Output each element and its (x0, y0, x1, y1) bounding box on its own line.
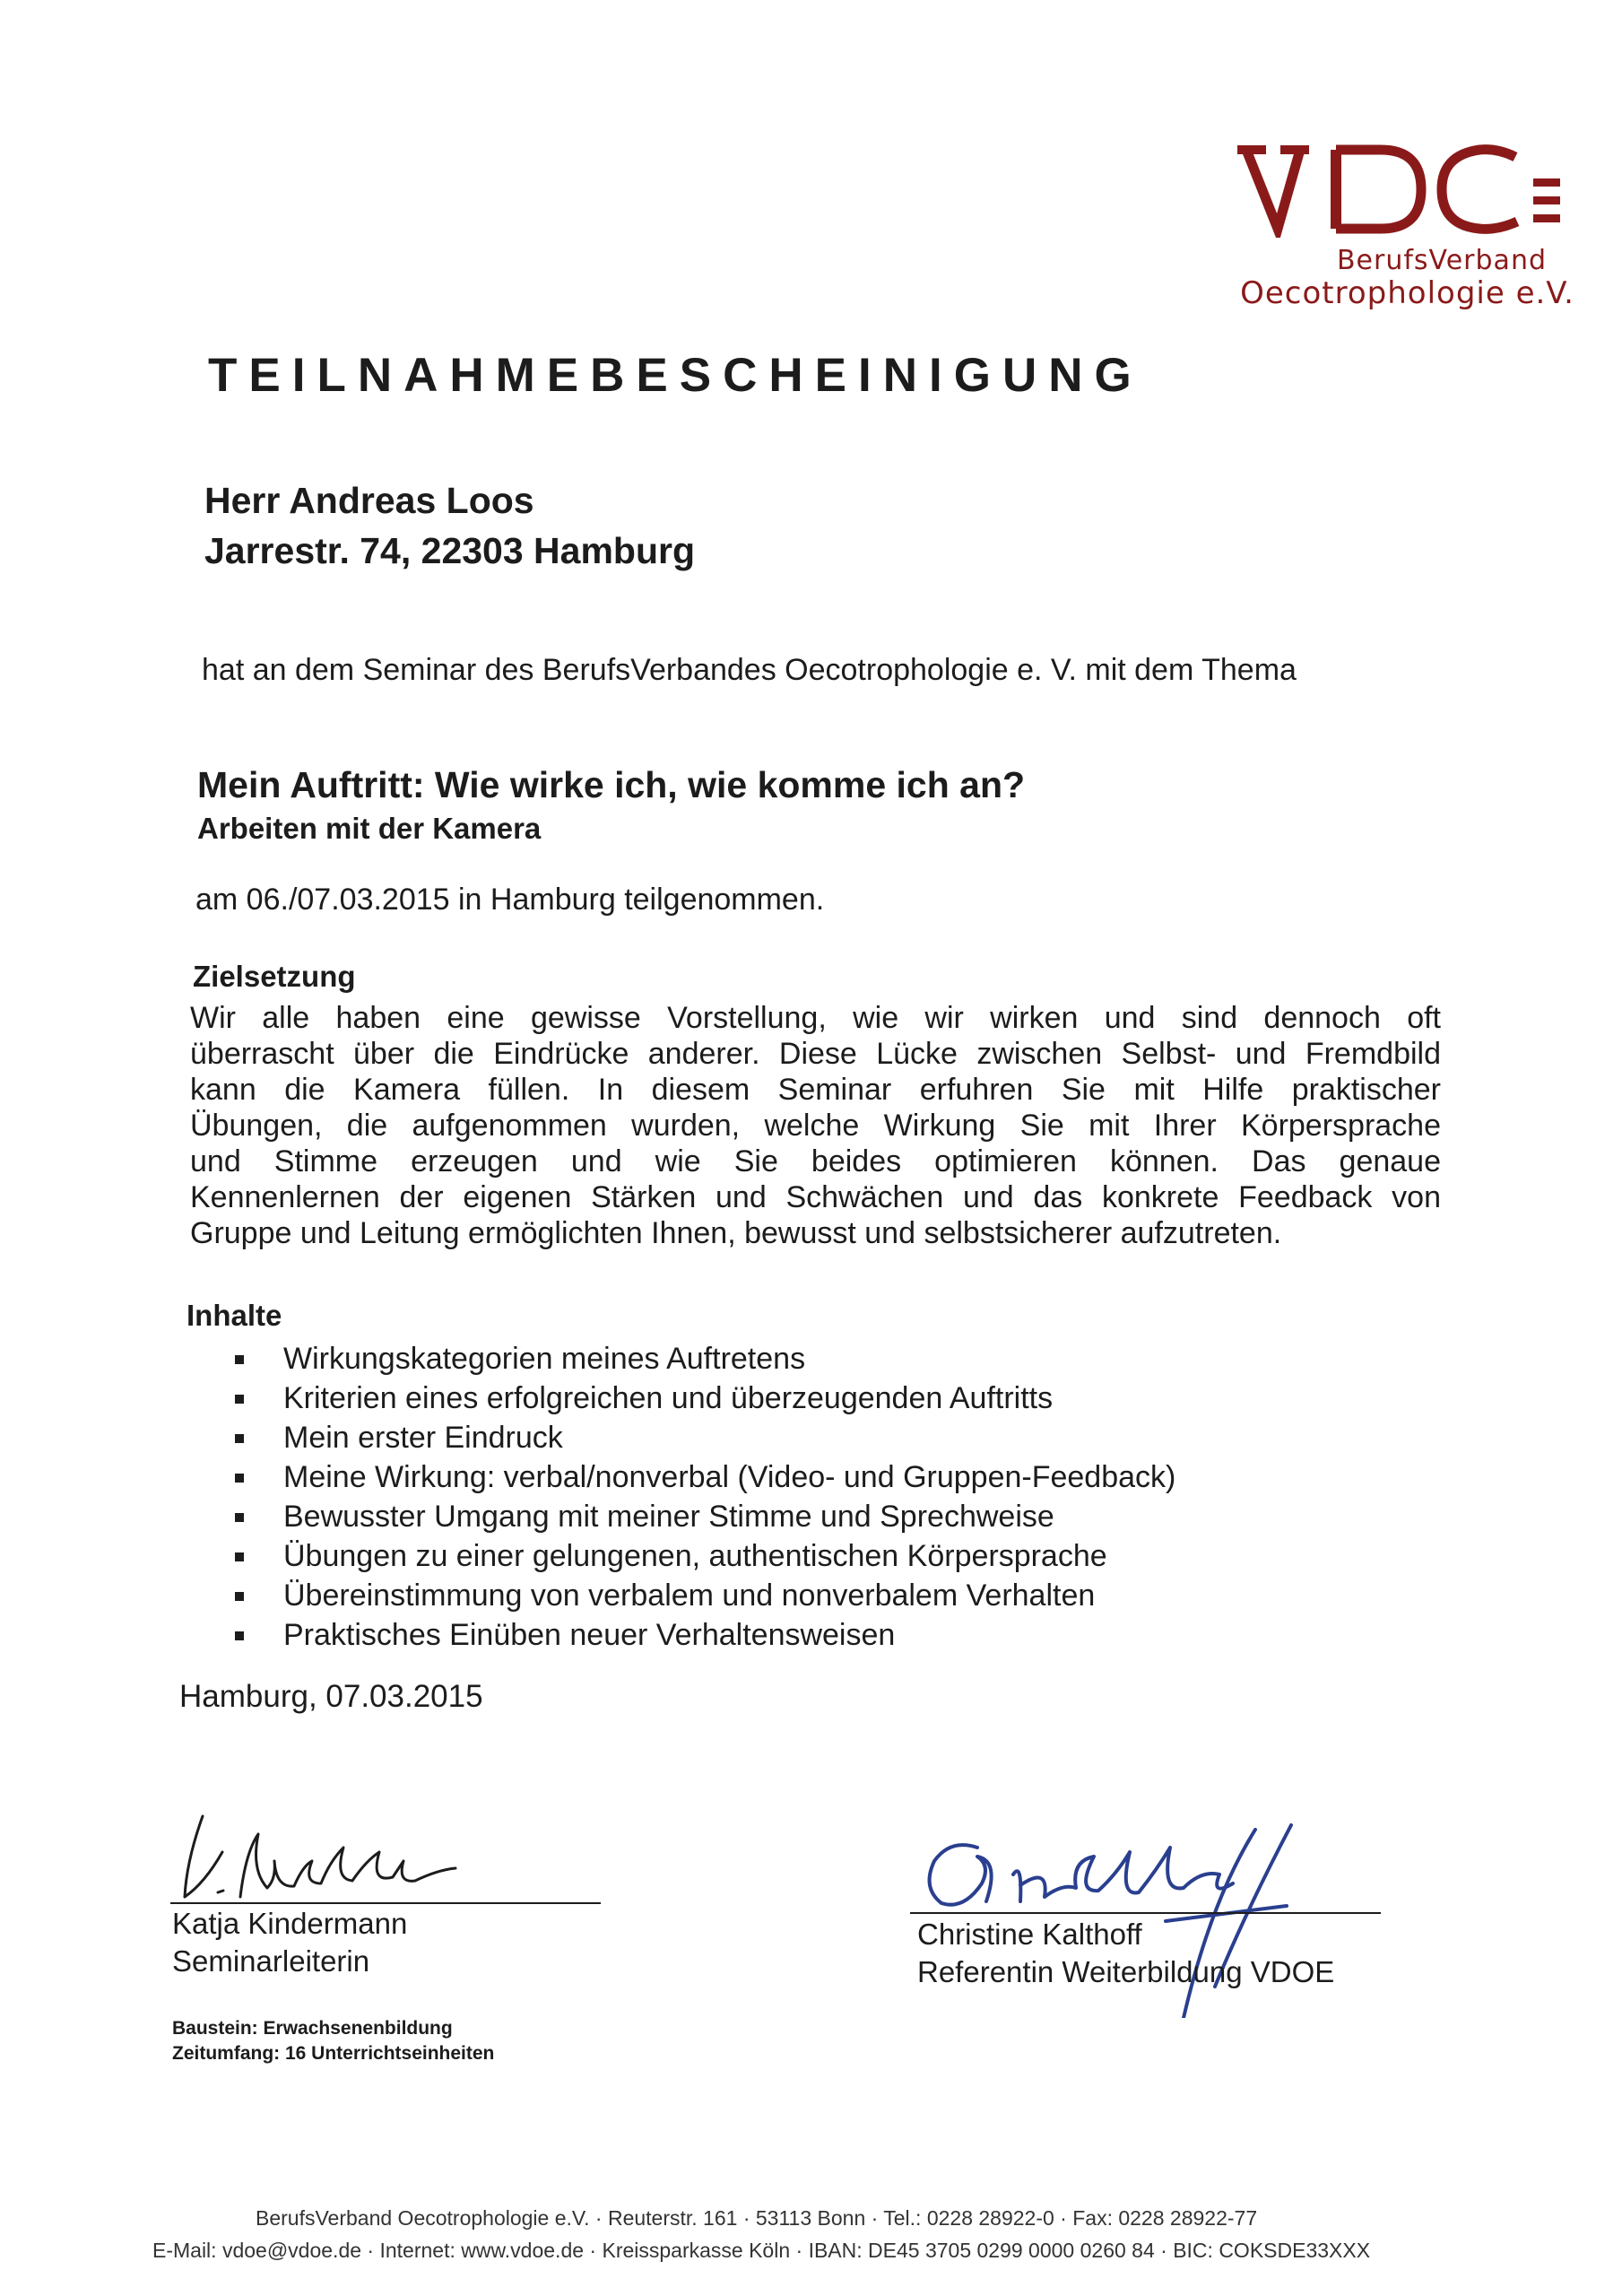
seminar-subtitle: Arbeiten mit der Kamera (197, 812, 542, 845)
goal-line: und Stimme erzeugen und wie Sie beides optimieren können. Das genaue (190, 1144, 1441, 1178)
contents-heading: Inhalte (186, 1299, 282, 1332)
goal-line: Gruppe und Leitung ermöglichten Ihnen, bewusst und selbstsicherer aufzutreten. (190, 1216, 1282, 1250)
logo-text-berufsverband: BerufsVerband (1336, 245, 1547, 276)
signature-kindermann (169, 1798, 464, 1915)
signer-name: Christine Kalthoff (917, 1918, 1142, 1951)
list-item: Bewusster Umgang mit meiner Stimme und Sprechweise (235, 1497, 1175, 1536)
signer-name: Katja Kindermann (172, 1907, 408, 1940)
signature-line-2 (910, 1912, 1381, 1914)
logo-text-oecotrophologie: Oecotrophologie e.V. (1240, 275, 1574, 311)
seminar-title: Mein Auftritt: Wie wirke ich, wie komme ich an? (197, 764, 1026, 805)
list-item: Kriterien eines erfolgreichen und überzeugenden Auftritts (235, 1378, 1175, 1418)
intro-text: hat an dem Seminar des BerufsVerbandes Oecotrophologie e. V. mit dem Thema (202, 653, 1297, 687)
place-date: Hamburg, 07.03.2015 (179, 1679, 483, 1714)
module-component: Baustein: Erwachsenenbildung (172, 2018, 453, 2039)
goal-line: kann die Kamera füllen. In diesem Seminar erfuhren Sie mit Hilfe praktischer (190, 1073, 1441, 1107)
goal-line: überrascht über die Eindrücke anderer. Diese Lücke zwischen Selbst- und Fremdbild (190, 1037, 1441, 1071)
vdoe-logo-mark (1228, 139, 1587, 238)
vdoe-logo (1228, 139, 1587, 309)
list-item: Wirkungskategorien meines Auftretens (235, 1339, 1175, 1378)
list-item: Meine Wirkung: verbal/nonverbal (Video- und Gruppen-Feedback) (235, 1457, 1175, 1497)
goal-line: Übungen, die aufgenommen wurden, welche Wirkung Sie mit Ihrer Körpersprache (190, 1109, 1441, 1143)
list-item: Praktisches Einüben neuer Verhaltensweisen (235, 1615, 1175, 1655)
footer-address: BerufsVerband Oecotrophologie e.V. · Reuterstr. 161 · 53113 Bonn · Tel.: 0228 28922-0 · Fax: 0228 28922-77 (256, 2206, 1258, 2230)
signer-role: Referentin Weiterbildung VDOE (917, 1955, 1335, 1988)
seminar-dateline: am 06./07.03.2015 in Hamburg teilgenommen. (195, 883, 825, 917)
recipient-name: Herr Andreas Loos (204, 480, 534, 521)
contents-list (235, 1339, 1175, 1655)
goal-line: Kennenlernen der eigenen Stärken und Schwächen und das konkrete Feedback von (190, 1180, 1441, 1214)
goal-heading: Zielsetzung (193, 960, 356, 993)
signer-block-1 (172, 1905, 407, 1980)
list-item: Übungen zu einer gelungenen, authentischen Körpersprache (235, 1536, 1175, 1576)
document-title: TEILNAHMEBESCHEINIGUNG (208, 349, 1143, 402)
goal-line: Wir alle haben eine gewisse Vorstellung, wie wir wirken und sind dennoch oft (190, 1001, 1441, 1035)
signature-line-1 (170, 1902, 601, 1904)
recipient-address: Jarrestr. 74, 22303 Hamburg (204, 530, 695, 571)
signer-role: Seminarleiterin (172, 1944, 370, 1978)
list-item: Mein erster Eindruck (235, 1418, 1175, 1457)
footer-contact: E-Mail: vdoe@vdoe.de · Internet: www.vdoe.de · Kreissparkasse Köln · IBAN: DE45 3705 0299 0000 0260 84 · BIC: COKSDE33XXX (152, 2239, 1371, 2262)
goal-paragraph (190, 1000, 1441, 1251)
module-info (172, 2016, 494, 2066)
module-duration: Zeitumfang: 16 Unterrichtseinheiten (172, 2043, 495, 2064)
signer-block-2 (917, 1916, 1334, 1991)
list-item: Übereinstimmung von verbalem und nonverbalem Verhalten (235, 1576, 1175, 1615)
